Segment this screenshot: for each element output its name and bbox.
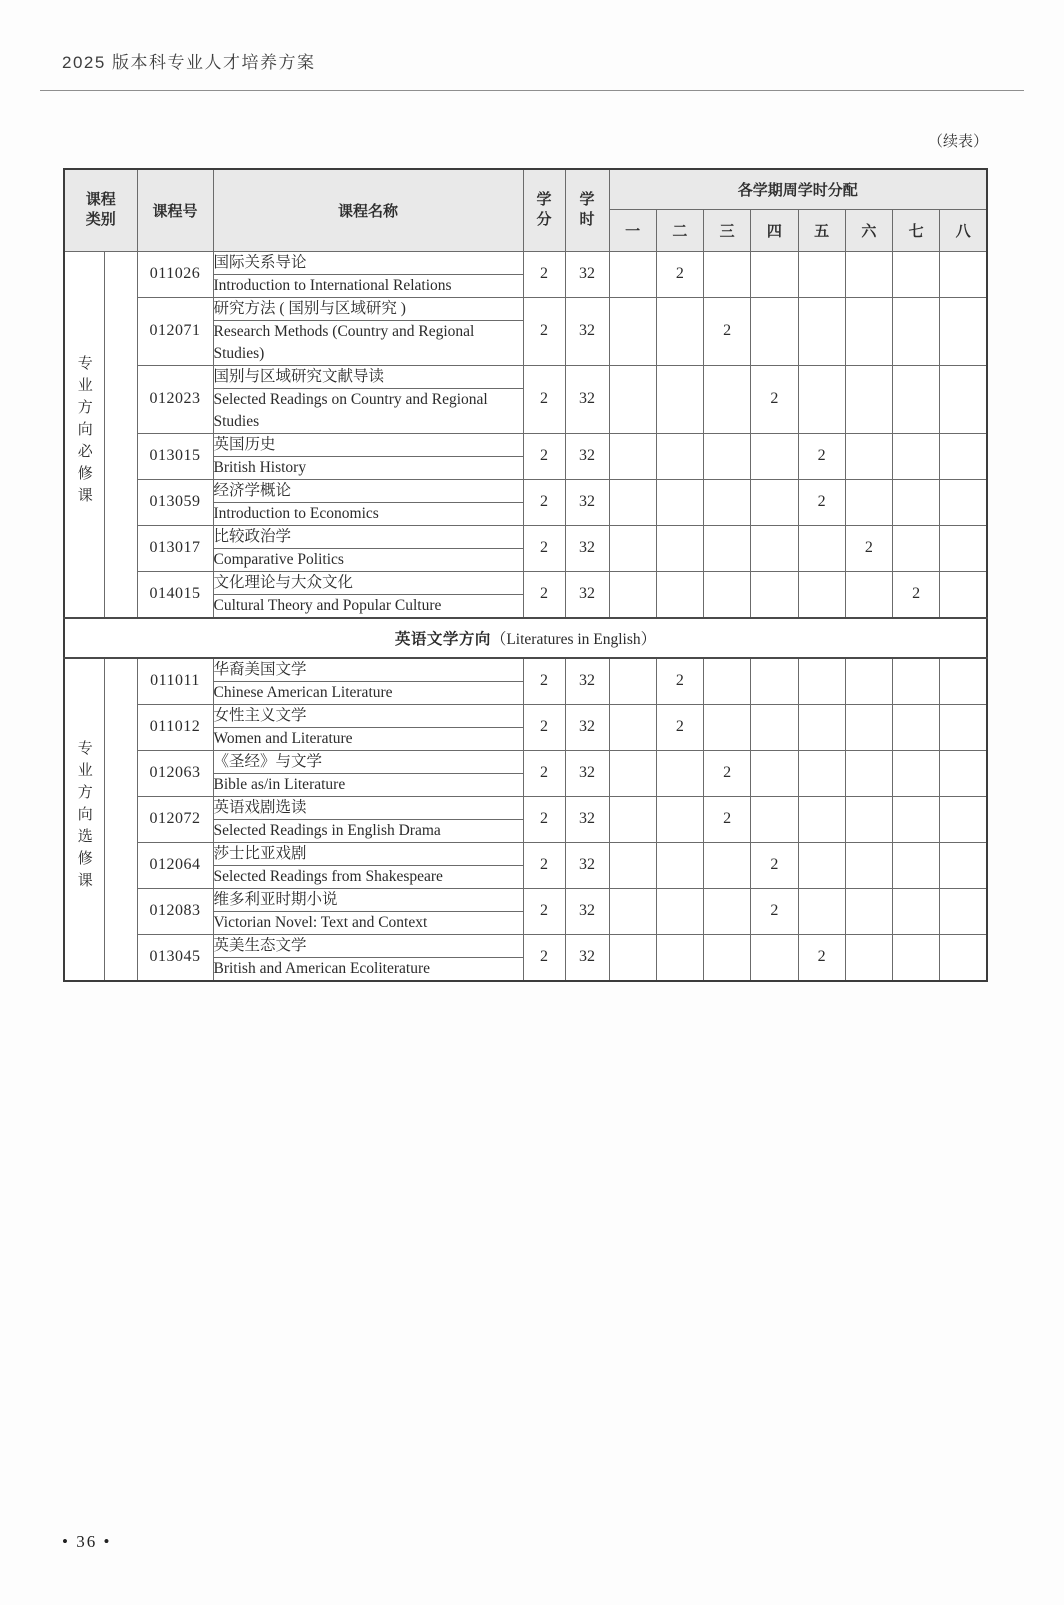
semester-hours-cell	[845, 479, 892, 525]
col-header-credits: 学分	[523, 169, 565, 251]
course-code-cell: 011012	[137, 704, 213, 750]
semester-hours-cell	[845, 251, 892, 297]
semester-hours-cell: 2	[845, 525, 892, 571]
credits-cell: 2	[523, 796, 565, 842]
col-header-category: 课程类别	[64, 169, 137, 251]
course-name-zh: 莎士比亚戏剧	[213, 842, 523, 865]
hours-cell: 32	[565, 479, 609, 525]
semester-hours-cell	[798, 704, 845, 750]
course-name-en: Introduction to Economics	[213, 502, 523, 525]
semester-hours-cell	[798, 525, 845, 571]
credits-cell: 2	[523, 842, 565, 888]
hours-cell: 32	[565, 842, 609, 888]
course-row	[64, 934, 987, 957]
semester-hours-cell	[845, 658, 892, 705]
semester-hours-cell: 2	[656, 251, 703, 297]
semester-hours-cell	[893, 934, 940, 981]
semester-hours-cell	[609, 365, 656, 433]
semester-hours-cell	[845, 365, 892, 433]
semester-hours-cell	[893, 365, 940, 433]
semester-hours-cell	[798, 888, 845, 934]
semester-hours-cell	[704, 365, 751, 433]
course-name-zh: 国别与区域研究文献导读	[213, 365, 523, 388]
category-subcolumn	[104, 658, 137, 981]
course-code-cell: 012083	[137, 888, 213, 934]
semester-hours-cell: 2	[798, 433, 845, 479]
semester-hours-cell	[751, 658, 798, 705]
semester-hours-cell	[609, 842, 656, 888]
category-cell	[64, 251, 104, 618]
semester-hours-cell	[751, 525, 798, 571]
semester-hours-cell	[609, 571, 656, 618]
semester-hours-cell	[704, 658, 751, 705]
semester-hours-cell	[656, 796, 703, 842]
semester-hours-cell	[940, 571, 987, 618]
course-row	[64, 433, 987, 456]
semester-hours-cell	[845, 433, 892, 479]
semester-hours-cell	[940, 796, 987, 842]
semester-hours-cell	[609, 750, 656, 796]
col-header-semester-6: 六	[845, 209, 892, 251]
semester-hours-cell	[751, 433, 798, 479]
col-header-semester-8: 八	[940, 209, 987, 251]
credits-cell: 2	[523, 251, 565, 297]
category-subcolumn	[104, 251, 137, 618]
credits-cell: 2	[523, 479, 565, 525]
col-header-course-no: 课程号	[137, 169, 213, 251]
semester-hours-cell	[609, 297, 656, 365]
semester-hours-cell	[656, 365, 703, 433]
col-header-semester-5: 五	[798, 209, 845, 251]
semester-hours-cell	[845, 842, 892, 888]
semester-hours-cell	[609, 888, 656, 934]
credits-cell: 2	[523, 433, 565, 479]
course-code-cell: 012063	[137, 750, 213, 796]
course-row	[64, 750, 987, 773]
hours-cell: 32	[565, 934, 609, 981]
course-name-zh: 华裔美国文学	[213, 658, 523, 682]
course-code-cell: 013015	[137, 433, 213, 479]
course-row	[64, 658, 987, 682]
semester-hours-cell	[893, 796, 940, 842]
semester-hours-cell: 2	[798, 479, 845, 525]
semester-hours-cell: 2	[656, 658, 703, 705]
semester-hours-cell	[798, 796, 845, 842]
document-header-title: 2025 版本科专业人才培养方案	[62, 53, 316, 72]
col-header-semester-2: 二	[656, 209, 703, 251]
semester-hours-cell	[798, 842, 845, 888]
semester-hours-cell	[940, 433, 987, 479]
semester-hours-cell	[940, 658, 987, 705]
semester-hours-cell	[893, 658, 940, 705]
semester-hours-cell	[656, 750, 703, 796]
course-name-zh: 英国历史	[213, 433, 523, 456]
semester-hours-cell	[845, 888, 892, 934]
category-label: 专业方向选修课	[75, 739, 92, 894]
curriculum-table	[63, 168, 988, 982]
continued-note: （续表）	[927, 134, 988, 150]
course-code-cell: 013045	[137, 934, 213, 981]
hours-cell: 32	[565, 888, 609, 934]
course-code-cell: 011026	[137, 251, 213, 297]
course-name-en: British History	[213, 456, 523, 479]
course-name-zh: 国际关系导论	[213, 251, 523, 274]
col-header-course-name: 课程名称	[213, 169, 523, 251]
course-name-en: Women and Literature	[213, 727, 523, 750]
semester-hours-cell	[893, 750, 940, 796]
semester-hours-cell	[704, 479, 751, 525]
semester-hours-cell	[704, 525, 751, 571]
semester-hours-cell	[940, 479, 987, 525]
hours-cell: 32	[565, 658, 609, 705]
course-row	[64, 251, 987, 274]
semester-hours-cell	[940, 934, 987, 981]
course-name-en: Victorian Novel: Text and Context	[213, 911, 523, 934]
category-cell	[64, 658, 104, 981]
course-name-zh: 维多利亚时期小说	[213, 888, 523, 911]
course-name-zh: 女性主义文学	[213, 704, 523, 727]
semester-hours-cell	[704, 433, 751, 479]
course-row	[64, 796, 987, 819]
semester-hours-cell: 2	[751, 842, 798, 888]
semester-hours-cell	[940, 525, 987, 571]
course-row	[64, 525, 987, 548]
semester-hours-cell	[609, 251, 656, 297]
col-header-semester-1: 一	[609, 209, 656, 251]
credits-cell: 2	[523, 525, 565, 571]
semester-hours-cell	[893, 297, 940, 365]
course-row	[64, 888, 987, 911]
semester-hours-cell	[704, 704, 751, 750]
semester-hours-cell	[893, 433, 940, 479]
semester-hours-cell	[609, 433, 656, 479]
semester-hours-cell	[798, 297, 845, 365]
semester-hours-cell	[893, 525, 940, 571]
semester-hours-cell	[798, 251, 845, 297]
semester-hours-cell	[609, 479, 656, 525]
semester-hours-cell	[751, 704, 798, 750]
semester-hours-cell	[704, 571, 751, 618]
semester-hours-cell: 2	[656, 704, 703, 750]
section-divider-row	[64, 618, 987, 658]
credits-cell: 2	[523, 297, 565, 365]
semester-hours-cell	[940, 365, 987, 433]
semester-hours-cell	[940, 704, 987, 750]
semester-hours-cell: 2	[704, 750, 751, 796]
course-row	[64, 297, 987, 320]
col-header-semester-3: 三	[704, 209, 751, 251]
course-name-zh: 《圣经》与文学	[213, 750, 523, 773]
hours-cell: 32	[565, 750, 609, 796]
semester-hours-cell	[798, 365, 845, 433]
semester-hours-cell	[940, 251, 987, 297]
course-name-zh: 英语戏剧选读	[213, 796, 523, 819]
course-row	[64, 842, 987, 865]
semester-hours-cell	[656, 571, 703, 618]
course-code-cell: 012023	[137, 365, 213, 433]
section-divider-zh: 英语文学方向	[394, 630, 491, 648]
semester-hours-cell: 2	[893, 571, 940, 618]
col-header-hours: 学时	[565, 169, 609, 251]
course-code-cell: 013059	[137, 479, 213, 525]
header-rule	[40, 90, 1024, 91]
semester-hours-cell: 2	[704, 297, 751, 365]
semester-hours-cell	[940, 297, 987, 365]
course-name-en: Selected Readings from Shakespeare	[213, 865, 523, 888]
course-code-cell: 012072	[137, 796, 213, 842]
semester-hours-cell	[656, 842, 703, 888]
semester-hours-cell	[704, 934, 751, 981]
hours-cell: 32	[565, 525, 609, 571]
course-row	[64, 571, 987, 594]
course-name-en: Selected Readings on Country and Regional Studies	[213, 388, 523, 433]
section-divider	[64, 618, 987, 658]
course-row	[64, 365, 987, 388]
semester-hours-cell	[845, 704, 892, 750]
semester-hours-cell	[751, 571, 798, 618]
semester-hours-cell	[609, 704, 656, 750]
semester-hours-cell	[704, 842, 751, 888]
course-name-zh: 经济学概论	[213, 479, 523, 502]
course-name-en: British and American Ecoliterature	[213, 957, 523, 981]
course-name-zh: 文化理论与大众文化	[213, 571, 523, 594]
credits-cell: 2	[523, 704, 565, 750]
semester-hours-cell	[940, 750, 987, 796]
credits-cell: 2	[523, 365, 565, 433]
semester-hours-cell	[845, 571, 892, 618]
course-name-en: Research Methods (Country and Regional Studies)	[213, 320, 523, 365]
category-label: 专业方向必修课	[75, 354, 92, 509]
semester-hours-cell	[845, 750, 892, 796]
semester-hours-cell: 2	[751, 888, 798, 934]
hours-cell: 32	[565, 433, 609, 479]
semester-hours-cell: 2	[751, 365, 798, 433]
hours-cell: 32	[565, 704, 609, 750]
credits-cell: 2	[523, 888, 565, 934]
course-code-cell: 012064	[137, 842, 213, 888]
credits-cell: 2	[523, 658, 565, 705]
semester-hours-cell: 2	[704, 796, 751, 842]
semester-hours-cell	[656, 433, 703, 479]
semester-hours-cell	[940, 842, 987, 888]
credits-cell: 2	[523, 750, 565, 796]
semester-hours-cell	[656, 479, 703, 525]
semester-hours-cell	[704, 251, 751, 297]
semester-hours-cell: 2	[798, 934, 845, 981]
course-name-en: Bible as/in Literature	[213, 773, 523, 796]
semester-hours-cell	[656, 888, 703, 934]
course-name-zh: 研究方法 ( 国别与区域研究 )	[213, 297, 523, 320]
course-name-zh: 比较政治学	[213, 525, 523, 548]
semester-hours-cell	[656, 525, 703, 571]
col-header-semester-group: 各学期周学时分配	[609, 169, 987, 209]
semester-hours-cell	[609, 796, 656, 842]
section-divider-en: （Literatures in English）	[490, 630, 657, 648]
course-name-en: Introduction to International Relations	[213, 274, 523, 297]
semester-hours-cell	[609, 934, 656, 981]
course-name-en: Chinese American Literature	[213, 681, 523, 704]
hours-cell: 32	[565, 251, 609, 297]
semester-hours-cell	[893, 251, 940, 297]
course-name-en: Selected Readings in English Drama	[213, 819, 523, 842]
course-code-cell: 012071	[137, 297, 213, 365]
semester-hours-cell	[845, 297, 892, 365]
col-header-semester-7: 七	[893, 209, 940, 251]
course-name-zh: 英美生态文学	[213, 934, 523, 957]
semester-hours-cell	[751, 297, 798, 365]
semester-hours-cell	[656, 934, 703, 981]
course-code-cell: 011011	[137, 658, 213, 705]
hours-cell: 32	[565, 365, 609, 433]
course-code-cell: 014015	[137, 571, 213, 618]
semester-hours-cell	[798, 571, 845, 618]
course-name-en: Cultural Theory and Popular Culture	[213, 594, 523, 618]
semester-hours-cell	[751, 934, 798, 981]
semester-hours-cell	[893, 704, 940, 750]
semester-hours-cell	[704, 888, 751, 934]
semester-hours-cell	[656, 297, 703, 365]
page-number: • 36 •	[62, 1532, 112, 1551]
course-row	[64, 704, 987, 727]
credits-cell: 2	[523, 934, 565, 981]
semester-hours-cell	[751, 750, 798, 796]
credits-cell: 2	[523, 571, 565, 618]
semester-hours-cell	[751, 796, 798, 842]
course-name-en: Comparative Politics	[213, 548, 523, 571]
hours-cell: 32	[565, 796, 609, 842]
semester-hours-cell	[751, 251, 798, 297]
semester-hours-cell	[609, 658, 656, 705]
hours-cell: 32	[565, 571, 609, 618]
col-header-semester-4: 四	[751, 209, 798, 251]
semester-hours-cell	[845, 934, 892, 981]
semester-hours-cell	[940, 888, 987, 934]
semester-hours-cell	[798, 658, 845, 705]
semester-hours-cell	[893, 842, 940, 888]
hours-cell: 32	[565, 297, 609, 365]
semester-hours-cell	[845, 796, 892, 842]
course-row	[64, 479, 987, 502]
course-code-cell: 013017	[137, 525, 213, 571]
semester-hours-cell	[893, 888, 940, 934]
semester-hours-cell	[609, 525, 656, 571]
semester-hours-cell	[798, 750, 845, 796]
semester-hours-cell	[893, 479, 940, 525]
semester-hours-cell	[751, 479, 798, 525]
